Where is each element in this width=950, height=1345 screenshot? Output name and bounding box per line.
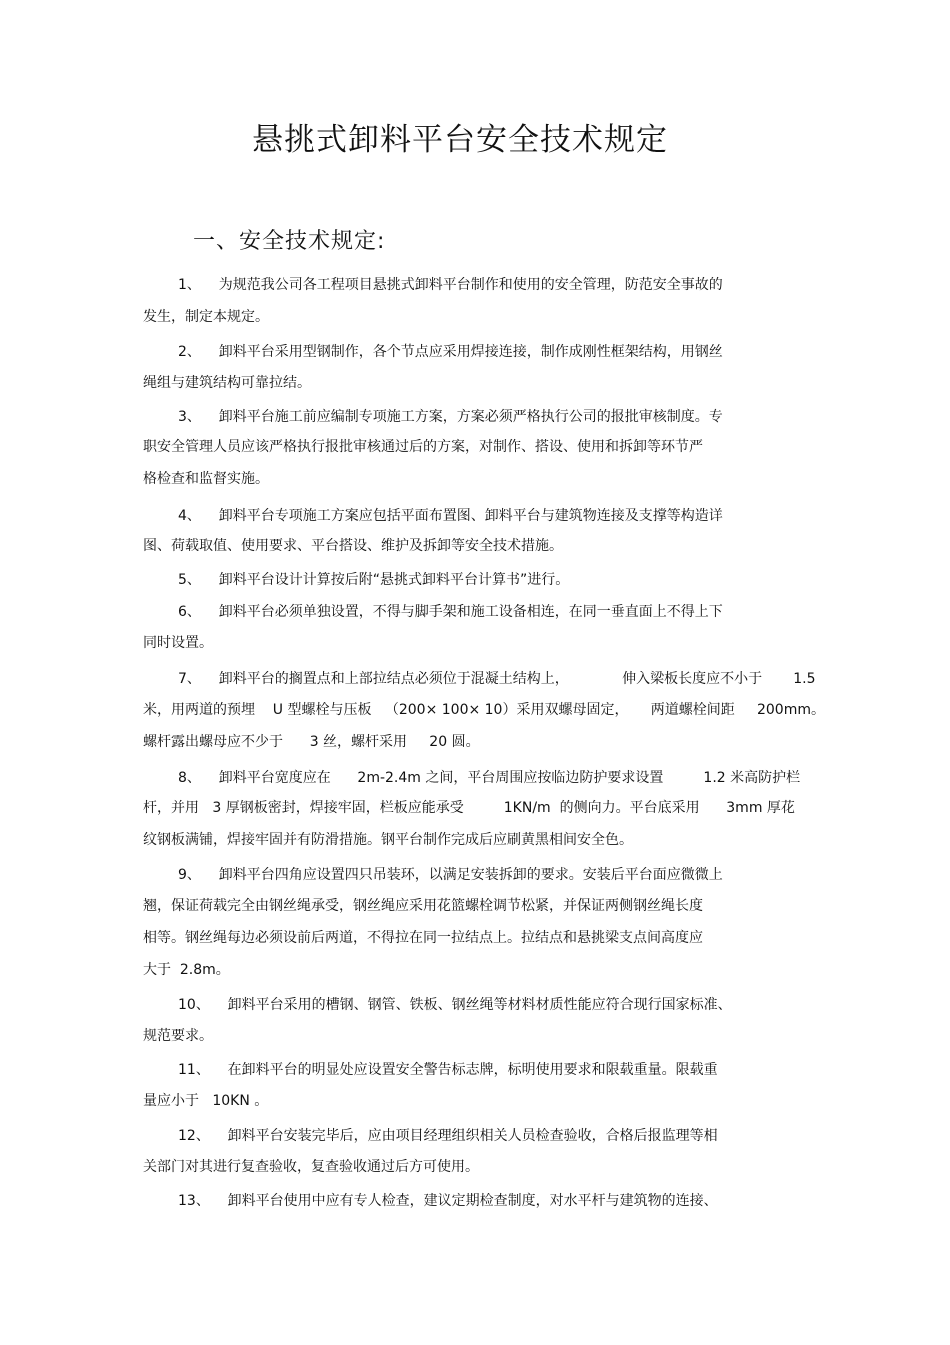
paragraph-line: 9、 卸料平台四角应设置四只吊装环，以满足安装拆卸的要求。安装后平台面应微微上: [178, 867, 723, 883]
paragraph-line: 螺杆露出螺母应不少于 3 丝，螺杆采用 20 圆。: [143, 734, 480, 750]
paragraph-line: 7、 卸料平台的搁置点和上部拉结点必须位于混凝土结构上， 伸入梁板长度应不小于 1.5: [178, 671, 816, 687]
section-heading: 一、安全技术规定:: [193, 229, 386, 254]
paragraph-line: 图、荷载取值、使用要求、平台搭设、维护及拆卸等安全技术措施。: [143, 538, 563, 554]
paragraph-line: 12、 卸料平台安装完毕后，应由项目经理组织相关人员检查验收，合格后报监理等相: [178, 1128, 718, 1144]
paragraph-line: 10、 卸料平台采用的槽钢、钢管、铁板、钢丝绳等材料材质性能应符合现行国家标准、: [178, 997, 732, 1013]
paragraph-line: 绳组与建筑结构可靠拉结。: [143, 375, 311, 391]
paragraph-line: 发生，制定本规定。: [143, 309, 269, 325]
paragraph-line: 规范要求。: [143, 1028, 213, 1044]
paragraph-line: 量应小于 10KN 。: [143, 1093, 269, 1109]
paragraph-line: 米，用两道的预埋 U 型螺栓与压板 （200× 100× 10）采用双螺母固定， 两道螺栓间距 200mm。: [143, 702, 825, 718]
paragraph-line: 3、 卸料平台施工前应编制专项施工方案，方案必须严格执行公司的报批审核制度。专: [178, 409, 723, 425]
paragraph-line: 杆，并用 3 厚钢板密封，焊接牢固，栏板应能承受 1KN/m 的侧向力。平台底采用 3mm 厚花: [143, 800, 795, 816]
paragraph-line: 大于 2.8m。: [143, 962, 230, 978]
paragraph-line: 关部门对其进行复查验收，复查验收通过后方可使用。: [143, 1159, 479, 1175]
paragraph-line: 同时设置。: [143, 635, 213, 651]
paragraph-line: 13、 卸料平台使用中应有专人检查，建议定期检查制度，对水平杆与建筑物的连接、: [178, 1193, 718, 1209]
paragraph-line: 格检查和监督实施。: [143, 471, 269, 487]
paragraph-line: 5、 卸料平台设计计算按后附“悬挑式卸料平台计算书”进行。: [178, 572, 570, 588]
paragraph-line: 纹钢板满铺，焊接牢固并有防滑措施。钢平台制作完成后应刷黄黑相间安全色。: [143, 832, 633, 848]
paragraph-line: 职安全管理人员应该严格执行报批审核通过后的方案，对制作、搭设、使用和拆卸等环节严: [143, 439, 703, 455]
page-title: 悬挑式卸料平台安全技术规定: [252, 122, 668, 158]
paragraph-line: 6、 卸料平台必须单独设置，不得与脚手架和施工设备相连，在同一垂直面上不得上下: [178, 604, 723, 620]
paragraph-line: 相等。钢丝绳每边必须设前后两道，不得拉在同一拉结点上。拉结点和悬挑梁支点间高度应: [143, 930, 703, 946]
paragraph-line: 4、 卸料平台专项施工方案应包括平面布置图、卸料平台与建筑物连接及支撑等构造详: [178, 508, 723, 524]
paragraph-line: 11、 在卸料平台的明显处应设置安全警告标志牌，标明使用要求和限载重量。限载重: [178, 1062, 718, 1078]
paragraph-line: 1、 为规范我公司各工程项目悬挑式卸料平台制作和使用的安全管理，防范安全事故的: [178, 277, 723, 293]
paragraph-line: 8、 卸料平台宽度应在 2m-2.4m 之间，平台周围应按临边防护要求设置 1.2 米高防护栏: [178, 770, 801, 786]
paragraph-line: 翘，保证荷载完全由钢丝绳承受，钢丝绳应采用花篮螺栓调节松紧，并保证两侧钢丝绳长度: [143, 898, 703, 914]
paragraph-line: 2、 卸料平台采用型钢制作，各个节点应采用焊接连接，制作成刚性框架结构，用钢丝: [178, 344, 723, 360]
